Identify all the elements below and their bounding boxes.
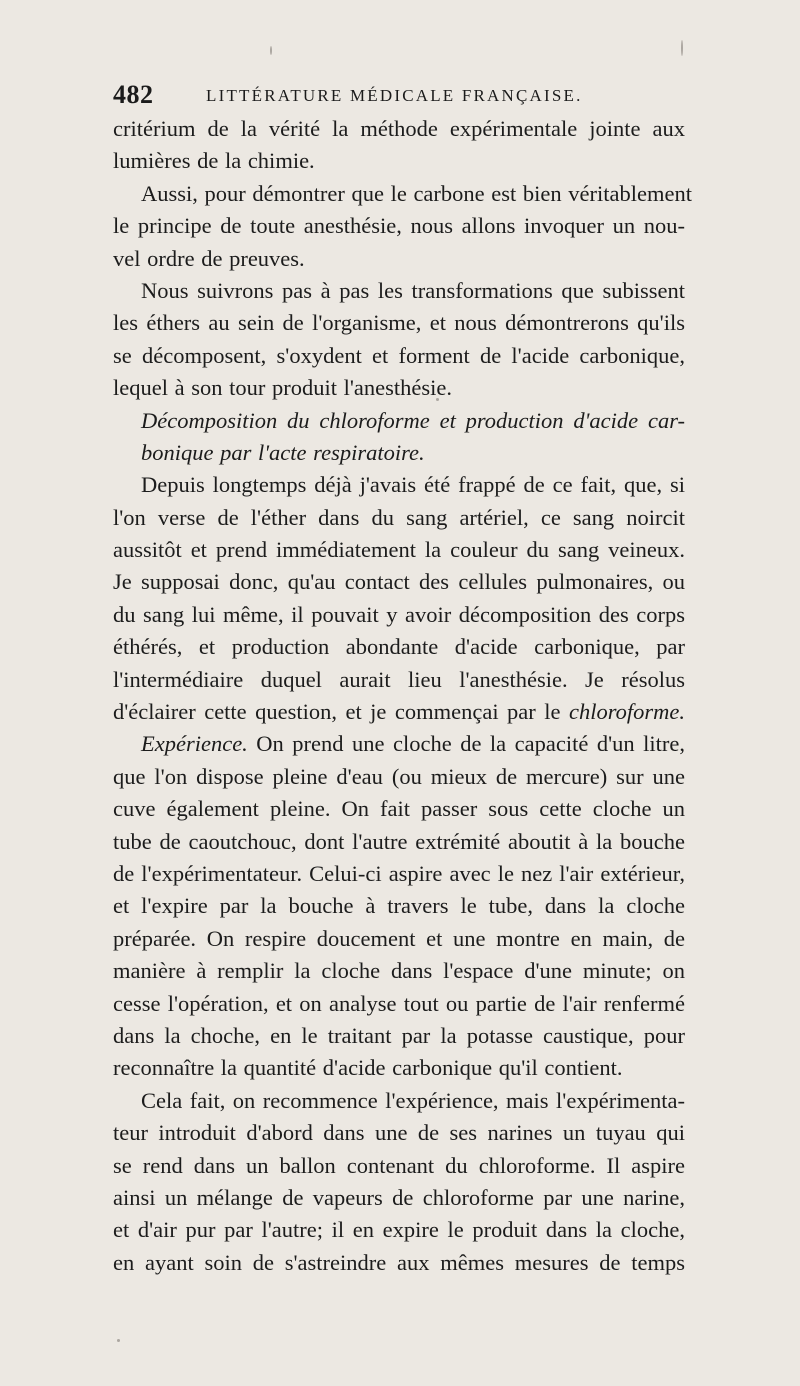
- paper-speck: [270, 46, 272, 55]
- text-line: lumières de la chimie.: [113, 148, 315, 174]
- text-line-rest: On prend une cloche de la capacité d'un litre,: [247, 731, 685, 757]
- text-line: se rend dans un ballon contenant du chloroforme. Il aspire: [113, 1152, 685, 1178]
- italic-word: chloroforme.: [568, 699, 685, 725]
- text-line: reconnaître la quantité d'acide carbonique qu'il contient.: [113, 1055, 623, 1081]
- text-line: et l'expire par la bouche à travers le tube, dans la cloche: [113, 893, 685, 919]
- paper-speck: [117, 1339, 120, 1342]
- text-line: se décomposent, s'oxydent et forment de l'acide carbonique,: [113, 342, 685, 368]
- text-line: manière à remplir la cloche dans l'espace d'une minute; on: [113, 958, 685, 984]
- text-line: cesse l'opération, et on analyse tout ou partie de l'air renfermé: [113, 990, 685, 1016]
- text-line: en ayant soin de s'astreindre aux mêmes mesures de temps: [113, 1249, 685, 1275]
- text-line: [113, 728, 685, 760]
- text-line: Nous suivrons pas à pas les transformations que subissent: [141, 277, 685, 303]
- text-line: du sang lui même, il pouvait y avoir décomposition des corps: [113, 601, 685, 627]
- text-line: aussitôt et prend immédiatement la couleur du sang veineux.: [113, 537, 685, 563]
- text-line: critérium de la vérité la méthode expérimentale jointe aux: [113, 116, 685, 141]
- text-line: [113, 696, 685, 728]
- text-line: préparée. On respire doucement et une montre en main, de: [113, 925, 685, 951]
- text-line-start: d'éclairer cette question, et je commençai par le: [113, 699, 569, 725]
- text-line: que l'on dispose pleine d'eau (ou mieux de mercure) sur une: [113, 763, 685, 789]
- text-line: teur introduit d'abord dans une de ses narines un tuyau qui: [113, 1120, 685, 1146]
- text-line: de l'expérimentateur. Celui-ci aspire avec le nez l'air extérieur,: [113, 860, 685, 886]
- text-line: le principe de toute anesthésie, nous allons invoquer un nou-: [113, 213, 685, 239]
- text-line: Cela fait, on recommence l'expérience, mais l'expérimenta-: [141, 1087, 685, 1113]
- text-line: Aussi, pour démontrer que le carbone est bien véritablement: [141, 180, 692, 206]
- text-line: les éthers au sein de l'organisme, et nous démontrerons qu'ils: [113, 310, 685, 336]
- text-line: tube de caoutchouc, dont l'autre extrémité aboutit à la bouche: [113, 828, 685, 854]
- text-line: Je supposai donc, qu'au contact des cellules pulmonaires, ou: [113, 569, 685, 595]
- text-line: l'intermédiaire duquel aurait lieu l'anesthésie. Je résolus: [113, 666, 685, 692]
- text-line: Depuis longtemps déjà j'avais été frappé de ce fait, que, si: [141, 472, 685, 498]
- section-heading: bonique par l'acte respiratoire.: [141, 439, 425, 465]
- text-line: cuve également pleine. On fait passer sous cette cloche un: [113, 796, 685, 822]
- text-line: lequel à son tour produit l'anesthésie.: [113, 375, 452, 401]
- paper-speck: [681, 40, 683, 56]
- body-text: [113, 113, 692, 1279]
- text-line: ainsi un mélange de vapeurs de chloroforme par une narine,: [113, 1184, 685, 1210]
- page-header: [113, 80, 653, 110]
- text-line: l'on verse de l'éther dans du sang artériel, ce sang noircit: [113, 504, 685, 530]
- text-line: et d'air pur par l'autre; il en expire le produit dans la cloche,: [113, 1217, 685, 1243]
- page-number: 482: [113, 80, 154, 109]
- text-line: vel ordre de preuves.: [113, 245, 305, 271]
- text-line: dans la choche, en le traitant par la potasse caustique, pour: [113, 1022, 685, 1048]
- section-heading: Décomposition du chloroforme et production d'acide car-: [141, 407, 685, 433]
- text-line: éthérés, et production abondante d'acide carbonique, par: [113, 634, 685, 660]
- run-in-heading: Expérience.: [141, 731, 248, 757]
- running-head: LITTÉRATURE MÉDICALE FRANÇAISE.: [206, 86, 583, 105]
